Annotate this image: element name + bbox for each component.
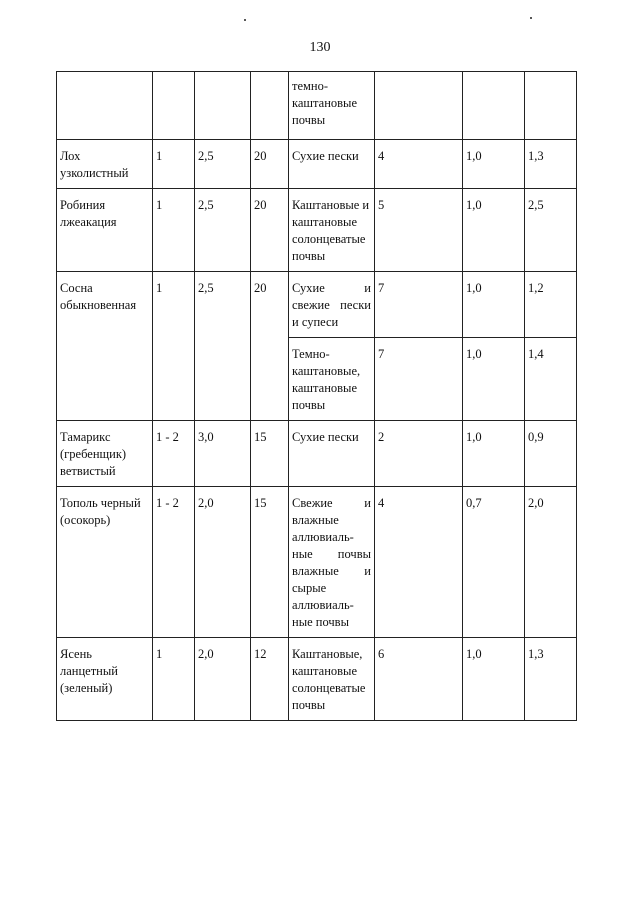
table-cell (195, 72, 251, 140)
table-cell: 2,5 (195, 272, 251, 421)
table-cell (463, 72, 525, 140)
table-cell: 1,0 (463, 421, 525, 487)
table-cell: 1 (153, 189, 195, 272)
table-cell: 2,5 (195, 140, 251, 189)
table-cell: 1,0 (463, 638, 525, 721)
table-cell: 7 (375, 272, 463, 338)
table-cell: 1,0 (463, 189, 525, 272)
table-cell: 6 (375, 638, 463, 721)
table-cell: 2,0 (195, 638, 251, 721)
table-cell: 20 (251, 272, 289, 421)
soil-cell: Каштановые и каштановые солонцеватые почвы (289, 189, 375, 272)
table-cell: 1,0 (463, 338, 525, 421)
table-cell: 1,4 (525, 338, 577, 421)
table-cell: 12 (251, 638, 289, 721)
table-cell: 2 (375, 421, 463, 487)
table-cell (375, 72, 463, 140)
table-cell: 1,2 (525, 272, 577, 338)
soil-cell: Сухие пески (289, 140, 375, 189)
table-cell: 1,0 (463, 140, 525, 189)
table-row (57, 421, 577, 487)
species-cell: Лох узколистный (57, 140, 153, 189)
soil-cell: Темно-каштановые, каштановые почвы (289, 338, 375, 421)
table-cell: 4 (375, 140, 463, 189)
page-number: 130 (309, 40, 331, 55)
table-cell: 0,7 (463, 487, 525, 638)
table-cell: 1 - 2 (153, 421, 195, 487)
table-cell: 4 (375, 487, 463, 638)
table-cell: 3,0 (195, 421, 251, 487)
table-cell (153, 72, 195, 140)
table-row (57, 140, 577, 189)
species-table (56, 71, 577, 721)
table-cell: 1 (153, 638, 195, 721)
scan-speck (530, 17, 532, 19)
species-cell: Сосна обыкновенная (57, 272, 153, 421)
table-cell (525, 72, 577, 140)
table-cell: 20 (251, 189, 289, 272)
table-cell: 20 (251, 140, 289, 189)
table-row (57, 272, 577, 338)
soil-cell: темно-каштановые почвы (289, 72, 375, 140)
table-cell: 0,9 (525, 421, 577, 487)
table-cell (57, 72, 153, 140)
table-cell: 2,5 (195, 189, 251, 272)
scan-speck (244, 19, 246, 21)
table-row (57, 487, 577, 638)
table-cell: 1 (153, 272, 195, 421)
table-cell: 2,0 (195, 487, 251, 638)
table-cell: 1,3 (525, 140, 577, 189)
table-cell: 5 (375, 189, 463, 272)
soil-cell: Сухие пески (289, 421, 375, 487)
table-cell: 1,3 (525, 638, 577, 721)
table-row (57, 72, 577, 140)
species-cell: Тополь черный (осокорь) (57, 487, 153, 638)
soil-cell: Каштановые, каштановые солонцеватые почвы (289, 638, 375, 721)
species-cell: Ясень ланцетный (зеленый) (57, 638, 153, 721)
table-cell: 1,0 (463, 272, 525, 338)
species-cell: Тамарикс (гребенщик) ветвистый (57, 421, 153, 487)
table-cell: 1 - 2 (153, 487, 195, 638)
table-cell: 2,5 (525, 189, 577, 272)
species-cell: Робиния лжеакация (57, 189, 153, 272)
soil-cell: Сухие и свежие пески и супеси (289, 272, 375, 338)
table-cell: 7 (375, 338, 463, 421)
table-cell: 2,0 (525, 487, 577, 638)
table-row (57, 189, 577, 272)
table-cell: 1 (153, 140, 195, 189)
table-cell: 15 (251, 487, 289, 638)
table-row (57, 638, 577, 721)
table-cell: 15 (251, 421, 289, 487)
table-cell (251, 72, 289, 140)
soil-cell: Свежие и влажные аллювиаль-ные почвы влажные и сырые аллювиаль-ные почвы (289, 487, 375, 638)
